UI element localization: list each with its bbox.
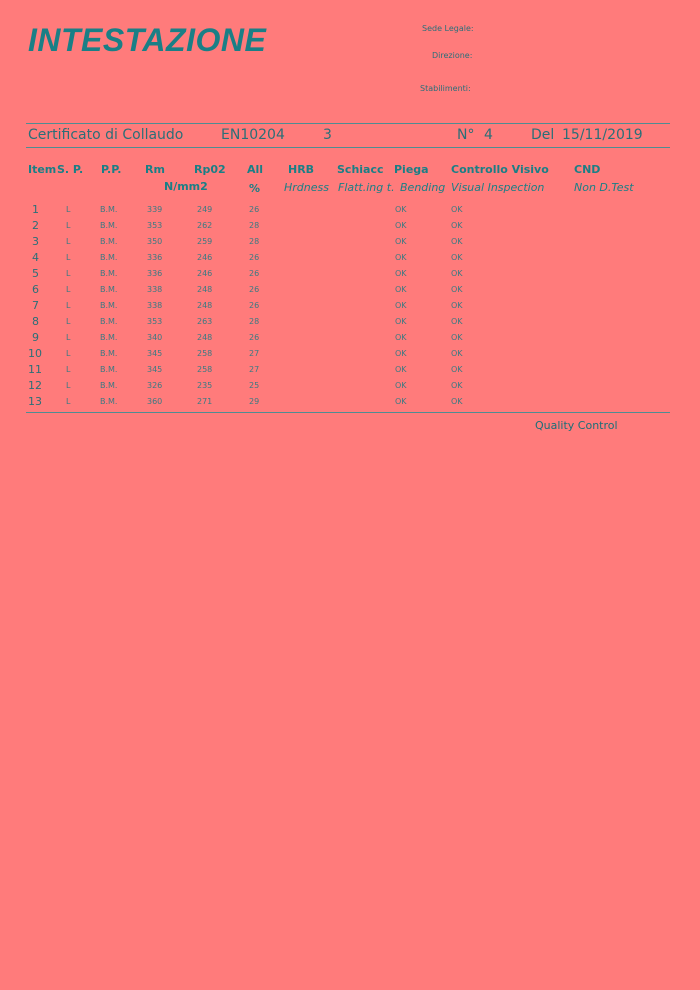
cell-all: 26 [249, 269, 260, 278]
certificate-date-label: Del [531, 127, 555, 143]
cell-item: 1 [32, 203, 39, 216]
col-sub-non-dtest: Non D.Test [574, 181, 634, 194]
cell-visivo: OK [451, 205, 463, 214]
cell-item: 2 [32, 219, 39, 232]
cell-all: 26 [249, 253, 260, 262]
cell-piega: OK [395, 237, 407, 246]
cell-rm: 345 [147, 365, 163, 374]
certificate-number-label: N° [457, 127, 475, 143]
cell-rp02: 259 [197, 237, 213, 246]
cell-rp02: 263 [197, 317, 213, 326]
cell-visivo: OK [451, 253, 463, 262]
certificate-number: 4 [484, 127, 493, 143]
cell-sp: L [66, 253, 71, 262]
cell-visivo: OK [451, 237, 463, 246]
cell-piega: OK [395, 317, 407, 326]
certificate-label: Certificato di Collaudo [28, 127, 184, 143]
direzione-label: Direzione: [432, 51, 473, 60]
cell-rp02: 258 [197, 365, 213, 374]
cell-pp: B.M. [100, 397, 118, 406]
cell-rm: 326 [147, 381, 163, 390]
col-sub-visual-inspection: Visual Inspection [451, 181, 545, 194]
cell-rm: 350 [147, 237, 163, 246]
cell-rp02: 246 [197, 253, 213, 262]
col-sub-hrdness: Hrdness [284, 181, 329, 194]
cell-visivo: OK [451, 269, 463, 278]
cell-piega: OK [395, 349, 407, 358]
cell-rm: 338 [147, 301, 163, 310]
cell-pp: B.M. [100, 253, 118, 262]
cell-pp: B.M. [100, 221, 118, 230]
cell-all: 28 [249, 237, 260, 246]
cell-piega: OK [395, 205, 407, 214]
cell-visivo: OK [451, 285, 463, 294]
cell-pp: B.M. [100, 333, 118, 342]
col-all: All [247, 163, 264, 176]
cell-sp: L [66, 269, 71, 278]
cell-all: 26 [249, 285, 260, 294]
divider-bottom [26, 412, 670, 413]
cell-pp: B.M. [100, 269, 118, 278]
cell-item: 9 [32, 331, 39, 344]
cell-piega: OK [395, 381, 407, 390]
cell-visivo: OK [451, 365, 463, 374]
cell-item: 3 [32, 235, 39, 248]
table-row [0, 363, 700, 379]
cell-all: 26 [249, 333, 260, 342]
certificate-type: 3 [323, 127, 332, 143]
cell-visivo: OK [451, 301, 463, 310]
col-sp: S. P. [57, 163, 84, 176]
table-row [0, 251, 700, 267]
col-sub-bending: Bending [400, 181, 446, 194]
cell-visivo: OK [451, 397, 463, 406]
cell-rp02: 258 [197, 349, 213, 358]
cell-rm: 336 [147, 269, 163, 278]
cell-item: 6 [32, 283, 39, 296]
cell-item: 11 [28, 363, 42, 376]
document-title: INTESTAZIONE [28, 22, 267, 58]
cell-pp: B.M. [100, 317, 118, 326]
col-hrb: HRB [288, 163, 315, 176]
cell-rm: 353 [147, 221, 163, 230]
cell-all: 27 [249, 349, 260, 358]
cell-sp: L [66, 237, 71, 246]
table-row [0, 347, 700, 363]
cell-rm: 338 [147, 285, 163, 294]
table-row [0, 315, 700, 331]
cell-pp: B.M. [100, 285, 118, 294]
cell-rm: 336 [147, 253, 163, 262]
cell-item: 4 [32, 251, 39, 264]
col-pp: P.P. [101, 163, 122, 176]
cell-item: 10 [28, 347, 42, 360]
cell-rp02: 248 [197, 301, 213, 310]
certificate-standard: EN10204 [221, 127, 285, 143]
cell-rp02: 249 [197, 205, 213, 214]
cell-sp: L [66, 333, 71, 342]
cell-pp: B.M. [100, 349, 118, 358]
cell-rm: 353 [147, 317, 163, 326]
cell-all: 29 [249, 397, 260, 406]
cell-piega: OK [395, 397, 407, 406]
sede-legale-label: Sede Legale: [422, 24, 474, 33]
col-unit-nmm2: N/mm2 [164, 180, 208, 193]
divider-top [26, 123, 670, 124]
cell-rp02: 235 [197, 381, 213, 390]
cell-item: 12 [28, 379, 42, 392]
cell-piega: OK [395, 333, 407, 342]
cell-all: 25 [249, 381, 260, 390]
cell-all: 26 [249, 205, 260, 214]
table-row [0, 235, 700, 251]
cell-sp: L [66, 365, 71, 374]
table-row [0, 203, 700, 219]
certificate-date: 15/11/2019 [562, 127, 643, 143]
cell-visivo: OK [451, 221, 463, 230]
table-row [0, 395, 700, 411]
cell-all: 28 [249, 317, 260, 326]
cell-piega: OK [395, 365, 407, 374]
table-row [0, 331, 700, 347]
cell-sp: L [66, 301, 71, 310]
table-row [0, 283, 700, 299]
col-schiacc: Schiacc [337, 163, 384, 176]
cell-piega: OK [395, 301, 407, 310]
cell-all: 26 [249, 301, 260, 310]
col-rm: Rm [145, 163, 165, 176]
col-sub-flatting: Flatt.ing t. [338, 181, 395, 194]
cell-piega: OK [395, 269, 407, 278]
cell-item: 8 [32, 315, 39, 328]
cell-item: 13 [28, 395, 42, 408]
cell-sp: L [66, 397, 71, 406]
cell-rm: 360 [147, 397, 163, 406]
cell-rm: 340 [147, 333, 163, 342]
cell-rp02: 248 [197, 333, 213, 342]
cell-rm: 345 [147, 349, 163, 358]
cell-sp: L [66, 381, 71, 390]
cell-visivo: OK [451, 349, 463, 358]
col-piega: Piega [394, 163, 429, 176]
cell-rm: 339 [147, 205, 163, 214]
col-cnd: CND [574, 163, 601, 176]
cell-visivo: OK [451, 317, 463, 326]
cell-visivo: OK [451, 333, 463, 342]
cell-sp: L [66, 221, 71, 230]
cell-all: 27 [249, 365, 260, 374]
table-row [0, 219, 700, 235]
col-rp02: Rp02 [194, 163, 226, 176]
stabilimenti-label: Stabilimenti: [420, 84, 471, 93]
table-row [0, 267, 700, 283]
cell-sp: L [66, 205, 71, 214]
cell-piega: OK [395, 285, 407, 294]
cell-item: 5 [32, 267, 39, 280]
col-item: Item [28, 163, 57, 176]
cell-pp: B.M. [100, 381, 118, 390]
table-row [0, 299, 700, 315]
cell-item: 7 [32, 299, 39, 312]
cell-sp: L [66, 285, 71, 294]
cell-pp: B.M. [100, 205, 118, 214]
cell-pp: B.M. [100, 237, 118, 246]
cell-rp02: 262 [197, 221, 213, 230]
cell-pp: B.M. [100, 365, 118, 374]
quality-control-label: Quality Control [535, 419, 618, 432]
cell-sp: L [66, 317, 71, 326]
cell-pp: B.M. [100, 301, 118, 310]
cell-rp02: 246 [197, 269, 213, 278]
col-controllo-visivo: Controllo Visivo [451, 163, 549, 176]
cell-piega: OK [395, 253, 407, 262]
cell-rp02: 248 [197, 285, 213, 294]
divider-cert [26, 147, 670, 148]
cell-sp: L [66, 349, 71, 358]
cell-piega: OK [395, 221, 407, 230]
cell-visivo: OK [451, 381, 463, 390]
cell-all: 28 [249, 221, 260, 230]
table-row [0, 379, 700, 395]
col-unit-percent: % [249, 182, 261, 195]
cell-rp02: 271 [197, 397, 213, 406]
